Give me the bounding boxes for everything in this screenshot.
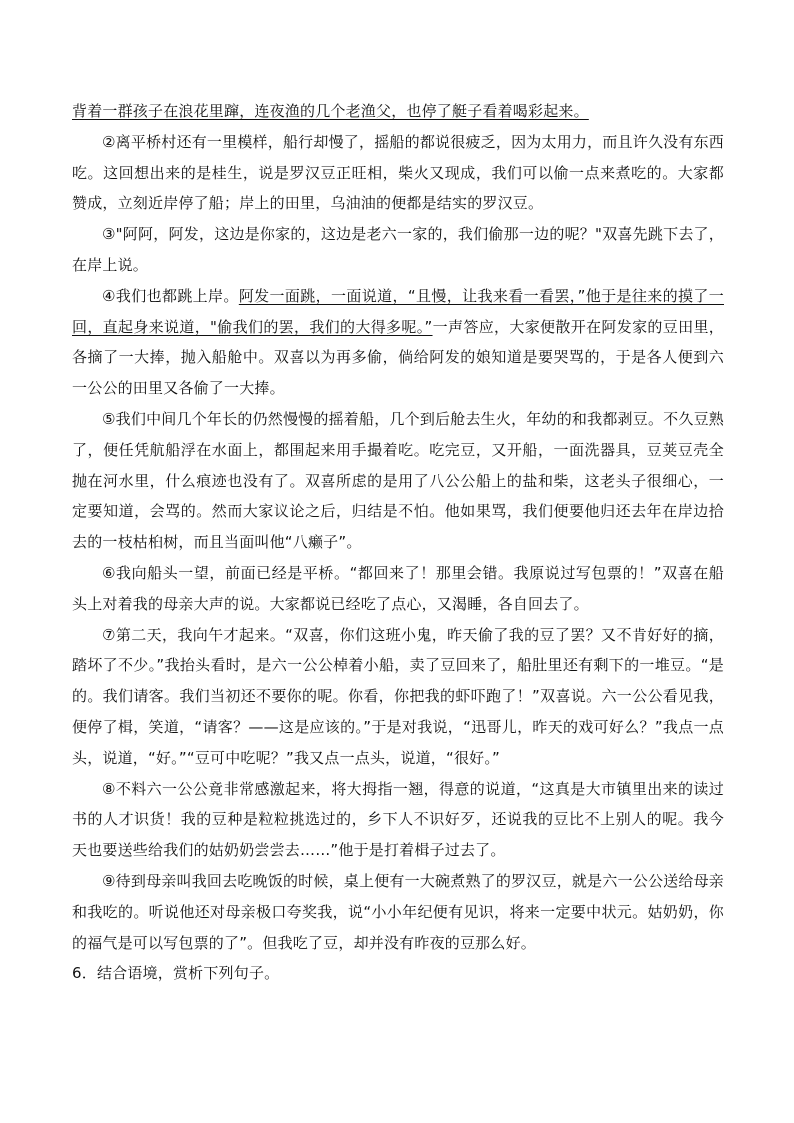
document-page <box>72 96 724 989</box>
paragraph-9: ⑨待到母亲叫我回去吃晚饭的时候，桌上便有一大碗煮熟了的罗汉豆，就是六一公公送给母亲和我吃的。听说他还对母亲极口夸奖我，说“小小年纪便有见识，将来一定要中状元。姑奶奶，你的福气是可以写包票的了”。但我吃了豆，却并没有昨夜的豆那么好。 <box>72 871 724 952</box>
paragraph-4-start: ④我们也都跳上岸。 <box>102 286 239 305</box>
underlined-sentence: 背着一群孩子在浪花里蹿，连夜渔的几个老渔父，也停了艇子看着喝彩起来。 <box>72 102 589 120</box>
paragraph-3: ③"阿阿，阿发，这边是你家的，这边是老六一家的，我们偷那一边的呢？"双喜先跳下去了，在岸上说。 <box>72 225 724 274</box>
paragraph-2: ②离平桥村还有一里模样，船行却慢了，摇船的都说很疲乏，因为太用力，而且许久没有东西吃。这回想出来的是桂生，说是罗汉豆正旺相，柴火又现成，我们可以偷一点来煮吃的。大家都赞成，立刻近岸停了船；岸上的田里，乌油油的便都是结实的罗汉豆。 <box>72 132 724 213</box>
paragraph-8: ⑧不料六一公公竟非常感激起来，将大拇指一翘，得意的说道，“这真是大市镇里出来的读过书的人才识货！我的豆种是粒粒挑选过的，乡下人不识好歹，还说我的豆比不上别人的呢。我今天也要送些给我们的姑奶奶尝尝去……”他于是打着楫子过去了。 <box>72 779 724 860</box>
question-6: 6．结合语境，赏析下列句子。 <box>72 964 280 983</box>
paragraph-4-end: 一声答应，大家便散开在阿发家的豆田里，各摘了一大捧，抛入船舱中。双喜以为再多偷，倘给阿发的娘知道是要哭骂的，于是各人便到六一公公的田里又各偷了一大捧。 <box>72 317 724 398</box>
paragraph-7: ⑦第二天，我向午才起来。“双喜，你们这班小鬼，昨天偷了我的豆了罢？又不肯好好的摘，踏坏了不少。”我抬头看时，是六一公公棹着小船，卖了豆回来了，船肚里还有剩下的一堆豆。“是的。我们请客。我们当初还不要你的呢。你看，你把我的虾吓跑了！”双喜说。六一公公看见我，便停了楫，笑道，“请客？——这是应该的。”于是对我说，“迅哥儿，昨天的戏可好么？”我点一点头，说道，“好。”“豆可中吃呢？”我又点一点头，说道，“很好。” <box>72 625 724 767</box>
paragraph-4 <box>72 281 724 404</box>
paragraph-6: ⑥我向船头一望，前面已经是平桥。“都回来了！那里会错。我原说过写包票的！”双喜在船头上对着我的母亲大声的说。大家都说已经吃了点心，又渴睡，各自回去了。 <box>72 563 724 613</box>
paragraph-5: ⑤我们中间几个年长的仍然慢慢的摇着船，几个到后舱去生火，年幼的和我都剥豆。不久豆熟了，便任凭航船浮在水面上，都围起来用手撮着吃。吃完豆，又开船，一面洗器具，豆荚豆壳全抛在河水里，什么痕迹也没有了。双喜所虑的是用了八公公船上的盐和柴，这老头子很细心，一定要知道，会骂的。然而大家议论之后，归结是不怕。他如果骂，我们便要他归还去年在岸边拾去的一枝枯桕树，而且当面叫他“八癞子”。 <box>72 409 724 552</box>
underlined-sentence: 阿发一面跳，一面说道，“且慢，让我来看一看罢，”他于是往来的摸了一回，直起身来说道，"偷我们的罢，我们的大得多呢。” <box>72 286 724 336</box>
paragraph-continuation <box>72 96 724 127</box>
